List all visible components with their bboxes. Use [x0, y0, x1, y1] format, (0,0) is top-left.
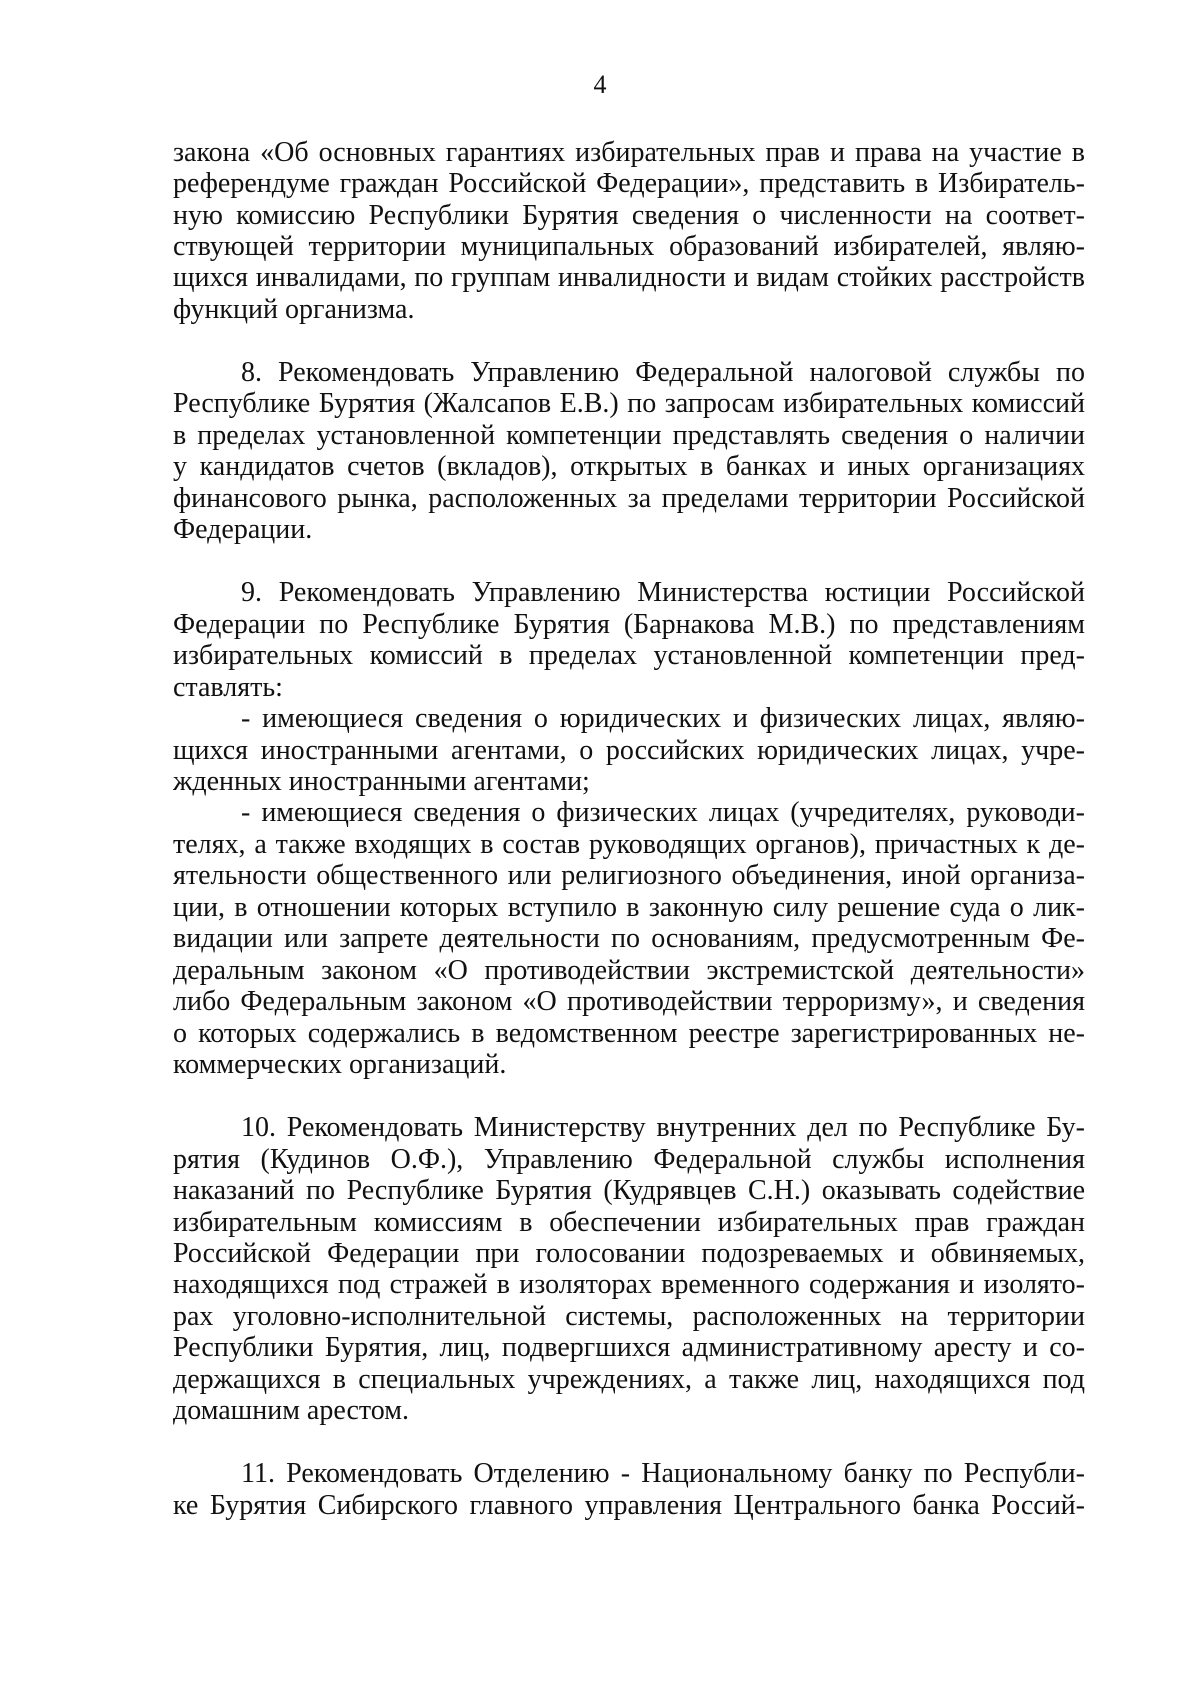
text-line: рах уголовно-исполнительной системы, расположенных на территории: [173, 1301, 1085, 1332]
text-line: - имеющиеся сведения о юридических и физических лицах, являю-: [241, 703, 1085, 734]
text-line: избирательных комиссий в пределах установленной компетенции пред-: [173, 640, 1085, 671]
text-line: ке Бурятия Сибирского главного управления Центрального банка Россий-: [173, 1490, 1085, 1521]
text-line: избирательным комиссиям в обеспечении избирательных прав граждан: [173, 1207, 1085, 1238]
text-line: наказаний по Республике Бурятия (Кудрявцев С.Н.) оказывать содействие: [173, 1175, 1085, 1206]
text-line: ставлять:: [173, 672, 283, 703]
text-line: у кандидатов счетов (вкладов), открытых в банках и иных организациях: [173, 451, 1085, 482]
text-line: жденных иностранными агентами;: [173, 766, 590, 797]
text-line: функций организма.: [173, 294, 415, 325]
text-line: коммерческих организаций.: [173, 1049, 507, 1080]
text-line: ную комиссию Республики Бурятия сведения о численности на соответ-: [173, 200, 1085, 231]
text-line: референдуме граждан Российской Федерации», представить в Избиратель-: [173, 168, 1085, 199]
text-line: ятельности общественного или религиозного объединения, иной организа-: [173, 860, 1085, 891]
text-line: финансового рынка, расположенных за пределами территории Российской: [173, 483, 1085, 514]
text-line: деральным законом «О противодействии экстремистской деятельности»: [173, 955, 1085, 986]
text-line: в пределах установленной компетенции представлять сведения о наличии: [173, 420, 1085, 451]
text-line: - имеющиеся сведения о физических лицах (учредителях, руководи-: [241, 797, 1085, 828]
text-line: домашним арестом.: [173, 1395, 409, 1426]
text-line: рятия (Кудинов О.Ф.), Управлению Федеральной службы исполнения: [173, 1144, 1085, 1175]
text-line: Республики Бурятия, лиц, подвергшихся административному аресту и со-: [173, 1332, 1085, 1363]
page-number: 4: [593, 70, 607, 99]
text-line: 8. Рекомендовать Управлению Федеральной налоговой службы по: [241, 357, 1085, 388]
text-line: видации или запрете деятельности по основаниям, предусмотренным Фе-: [173, 923, 1085, 954]
text-line: Республике Бурятия (Жалсапов Е.В.) по запросам избирательных комиссий: [173, 388, 1085, 419]
text-line: щихся иностранными агентами, о российских юридических лицах, учре-: [173, 735, 1085, 766]
text-line: 10. Рекомендовать Министерству внутренних дел по Республике Бу-: [241, 1112, 1085, 1143]
text-line: либо Федеральным законом «О противодействии терроризму», и сведения: [173, 986, 1085, 1017]
text-line: о которых содержались в ведомственном реестре зарегистрированных не-: [173, 1018, 1085, 1049]
text-line: 11. Рекомендовать Отделению - Национальному банку по Республи-: [241, 1458, 1085, 1489]
text-line: находящихся под стражей в изоляторах временного содержания и изолято-: [173, 1269, 1085, 1300]
text-line: 9. Рекомендовать Управлению Министерства юстиции Российской: [241, 577, 1085, 608]
text-line: держащихся в специальных учреждениях, а также лиц, находящихся под: [173, 1364, 1085, 1395]
text-line: телях, а также входящих в состав руководящих органов), причастных к де-: [173, 829, 1085, 860]
text-line: Федерации по Республике Бурятия (Барнакова М.В.) по представлениям: [173, 609, 1085, 640]
text-line: щихся инвалидами, по группам инвалидности и видам стойких расстройств: [173, 262, 1085, 293]
text-line: Российской Федерации при голосовании подозреваемых и обвиняемых,: [173, 1238, 1085, 1269]
text-line: ствующей территории муниципальных образований избирателей, являю-: [173, 231, 1085, 262]
text-line: Федерации.: [173, 514, 313, 545]
text-line: закона «Об основных гарантиях избирательных прав и права на участие в: [173, 137, 1085, 168]
text-line: ции, в отношении которых вступило в законную силу решение суда о лик-: [173, 892, 1085, 923]
